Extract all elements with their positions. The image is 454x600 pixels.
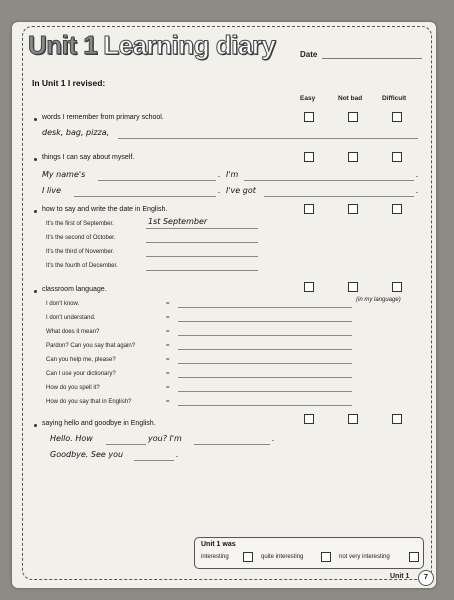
rating-box xyxy=(194,537,424,569)
date-answer-line[interactable] xyxy=(146,242,258,243)
rating-label-not-very-interesting: not very interesting xyxy=(339,554,390,560)
phrase-text: How do you spell it? xyxy=(46,385,100,391)
section-myself-heading: things I can say about myself. xyxy=(42,154,135,161)
translation-line[interactable] xyxy=(178,405,352,406)
bullet-icon xyxy=(34,290,37,293)
equals-sign: = xyxy=(166,385,170,391)
period-text: . xyxy=(218,170,221,179)
date-question: It's the third of November. xyxy=(46,249,115,255)
rating-interesting-checkbox[interactable] xyxy=(243,552,253,562)
equals-sign: = xyxy=(166,329,170,335)
classroom-difficult-checkbox[interactable] xyxy=(392,282,402,292)
rating-label-quite-interesting: quite interesting xyxy=(261,554,304,560)
date-label: Date xyxy=(300,50,318,59)
phrase-text: Can you help me, please? xyxy=(46,357,116,363)
translation-line[interactable] xyxy=(178,335,352,336)
equals-sign: = xyxy=(166,343,170,349)
classroom-easy-checkbox[interactable] xyxy=(304,282,314,292)
translation-line[interactable] xyxy=(178,321,352,322)
hello-difficult-checkbox[interactable] xyxy=(392,414,402,424)
words-answer-line[interactable] xyxy=(118,138,418,139)
period-text: . xyxy=(416,170,419,179)
myself-difficult-checkbox[interactable] xyxy=(392,152,402,162)
phrase-text: Pardon? Can you say that again? xyxy=(46,343,136,349)
unit-title: Unit 1 xyxy=(28,30,98,60)
bullet-icon xyxy=(34,118,37,121)
phrase-text: What does it mean? xyxy=(46,329,100,335)
phrase-text: How do you say that in English? xyxy=(46,399,132,405)
bullet-icon xyxy=(34,158,37,161)
my-name-label: My name's xyxy=(42,170,86,179)
hello-blank-1[interactable] xyxy=(106,444,146,445)
dates-difficult-checkbox[interactable] xyxy=(392,204,402,214)
intro-heading: In Unit 1 I revised: xyxy=(32,78,106,88)
section-words-heading: words I remember from primary school. xyxy=(42,114,164,121)
period-text: . xyxy=(416,186,419,195)
goodbye-line-start: Goodbye. See you xyxy=(50,450,124,459)
equals-sign: = xyxy=(166,399,170,405)
date-field[interactable] xyxy=(322,58,422,59)
translation-line[interactable] xyxy=(178,377,352,378)
workbook-page xyxy=(12,22,436,588)
section-classroom-heading: classroom language. xyxy=(42,286,107,293)
im-line[interactable] xyxy=(244,180,414,181)
i-live-line[interactable] xyxy=(74,196,216,197)
equals-sign: = xyxy=(166,371,170,377)
language-note: (in my language) xyxy=(356,297,401,303)
equals-sign: = xyxy=(166,357,170,363)
footer-unit-label: Unit 1 xyxy=(390,573,410,580)
column-easy: Easy xyxy=(300,95,316,102)
bullet-icon xyxy=(34,424,37,427)
rating-heading: Unit 1 was xyxy=(201,541,236,548)
words-answer: desk, bag, pizza, xyxy=(42,128,110,137)
date-question: It's the second of October. xyxy=(46,235,116,241)
words-difficult-checkbox[interactable] xyxy=(392,112,402,122)
myself-easy-checkbox[interactable] xyxy=(304,152,314,162)
rating-quite-interesting-checkbox[interactable] xyxy=(321,552,331,562)
date-question: It's the first of September. xyxy=(46,221,114,227)
hello-blank-2[interactable] xyxy=(194,444,270,445)
rating-label-interesting: interesting xyxy=(201,554,229,560)
myself-not-bad-checkbox[interactable] xyxy=(348,152,358,162)
period-text: . xyxy=(272,434,275,443)
date-question: It's the fourth of December. xyxy=(46,263,118,269)
translation-line[interactable] xyxy=(178,363,352,364)
section-dates-heading: how to say and write the date in English. xyxy=(42,206,168,213)
dates-not-bad-checkbox[interactable] xyxy=(348,204,358,214)
words-easy-checkbox[interactable] xyxy=(304,112,314,122)
dashed-frame xyxy=(22,26,432,580)
column-difficult: Difficult xyxy=(382,95,407,102)
date-answer-line[interactable] xyxy=(146,270,258,271)
page-title xyxy=(28,30,275,61)
diary-title: Learning diary xyxy=(103,30,276,60)
translation-line[interactable] xyxy=(178,391,352,392)
hello-easy-checkbox[interactable] xyxy=(304,414,314,424)
period-text: . xyxy=(176,450,179,459)
bullet-icon xyxy=(34,210,37,213)
section-hello-heading: saying hello and goodbye in English. xyxy=(42,420,156,427)
equals-sign: = xyxy=(166,301,170,307)
dates-easy-checkbox[interactable] xyxy=(304,204,314,214)
column-not-bad: Not bad xyxy=(338,95,363,102)
hello-line-start: Hello. How xyxy=(50,434,93,443)
ive-got-label: I've got xyxy=(226,186,256,195)
im-label: I'm xyxy=(226,170,239,179)
goodbye-blank[interactable] xyxy=(134,460,174,461)
hello-line-middle: you? I'm xyxy=(148,434,182,443)
page-number: 7 xyxy=(418,570,434,586)
rating-not-very-interesting-checkbox[interactable] xyxy=(409,552,419,562)
date-answer-line[interactable] xyxy=(146,228,258,229)
equals-sign: = xyxy=(166,315,170,321)
ive-got-line[interactable] xyxy=(264,196,414,197)
classroom-not-bad-checkbox[interactable] xyxy=(348,282,358,292)
translation-line[interactable] xyxy=(178,307,352,308)
period-text: . xyxy=(218,186,221,195)
date-answer: 1st September xyxy=(148,217,208,226)
phrase-text: I don't know. xyxy=(46,301,80,307)
translation-line[interactable] xyxy=(178,349,352,350)
i-live-label: I live xyxy=(42,186,62,195)
my-name-line[interactable] xyxy=(98,180,216,181)
words-not-bad-checkbox[interactable] xyxy=(348,112,358,122)
phrase-text: Can I use your dictionary? xyxy=(46,371,116,377)
phrase-text: I don't understand. xyxy=(46,315,96,321)
date-answer-line[interactable] xyxy=(146,256,258,257)
hello-not-bad-checkbox[interactable] xyxy=(348,414,358,424)
